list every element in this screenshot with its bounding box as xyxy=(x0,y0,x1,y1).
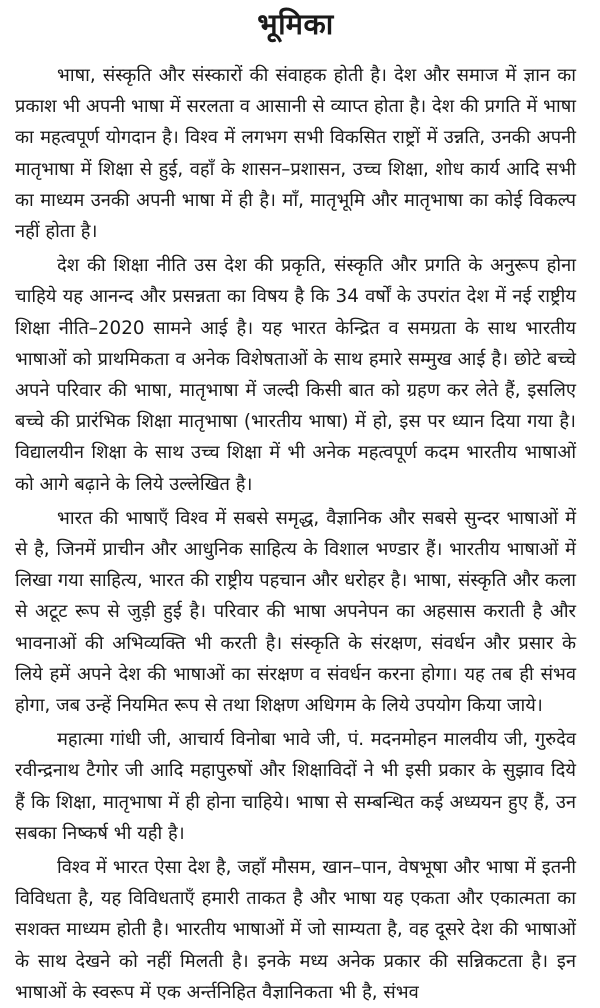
paragraph-education-policy: देश की शिक्षा नीति उस देश की प्रकृति, संस्कृति और प्रगति के अनुरूप होना चाहिये यह आनन्द और प्रसन्नता का विषय है कि 34 वर्षों के उपरांत देश में नई राष्ट्रीय शिक्षा नीति–2020 सामने आई है। यह भारत केन्द्रित व समग्रता के साथ भारतीय भाषाओं को प्राथमिकता व अनेक विशेषताओं के साथ हमारे सम्मुख आई है। छोटे बच्चे अपने परिवार की भाषा, मातृभाषा में जल्दी किसी बात को ग्रहण कर लेते हैं, इसलिए बच्चे की प्रारंभिक शिक्षा मातृभाषा (भारतीय भाषा) में हो, इस पर ध्यान दिया गया है। विद्यालयीन शिक्षा के साथ उच्च शिक्षा में भी अनेक महत्वपूर्ण कदम भारतीय भाषाओं को आगे बढ़ाने के लिये उल्लेखित है। xyxy=(15,255,576,495)
paragraph-language-culture: भाषा, संस्कृति और संस्कारों की संवाहक होती है। देश और समाज में ज्ञान का प्रकाश भी अपनी भाषा में सरलता व आसानी से व्याप्त होता है। देश की प्रगति में भाषा का महत्वपूर्ण योगदान है। विश्व में लगभग सभी विकसित राष्ट्रों में उन्नति, उनकी अपनी मातृभाषा में शिक्षा से हुई, वहाँ के शासन–प्रशासन, उच्च शिक्षा, शोध कार्य आदि सभी का माध्यम उनकी अपनी भाषा में ही है। माँ, मातृभूमि और मातृभाषा का कोई विकल्प नहीं होता है। xyxy=(15,65,576,243)
paragraph-diversity: विश्व में भारत ऐसा देश है, जहाँ मौसम, खान–पान, वेषभूषा और भाषा में इतनी विविधता है, यह विविधताएँ हमारी ताकत है और भाषा यह एकता और एकात्मता का सशक्त माध्यम होती है। भारतीय भाषाओं में जो साम्यता है, वह दूसरे देश की भाषाओं के साथ देखने को नहीं मिलती है। इनके मध्य अनेक प्रकार की सन्निकटता है। इन भाषाओं के स्वरूप में एक अर्न्तनिहित वैज्ञानिकता भी है, संभव xyxy=(15,857,576,1003)
paragraph-indian-languages: भारत की भाषाएँ विश्व में सबसे समृद्ध, वैज्ञानिक और सबसे सुन्दर भाषाओं में से है, जिनमें प्राचीन और आधुनिक साहित्य के विशाल भण्डार हैं। भारतीय भाषाओं में लिखा गया साहित्य, भारत की राष्ट्रीय पहचान और धरोहर है। भाषा, संस्कृति और कला से अटूट रूप से जुड़ी हुई है। परिवार की भाषा अपनेपन का अहसास कराती है और भावनाओं की अभिव्यक्ति भी करती है। संस्कृति के संरक्षण, संवर्धन और प्रसार के लिये हमें अपने देश की भाषाओं का संरक्षण व संवर्धन करना होगा। यह तब ही संभव होगा, जब उन्हें नियमित रूप से तथा शिक्षण अधिगम के लिये उपयोग किया जाये। xyxy=(15,507,576,717)
paragraph-great-personalities: महात्मा गांधी जी, आचार्य विनोबा भावे जी, पं. मदनमोहन मालवीय जी, गुरुदेव रवीन्द्रनाथ टैगोर जी आदि महापुरुषों और शिक्षाविदों ने भी इसी प्रकार के सुझाव दिये हैं कि शिक्षा, मातृभाषा में ही होना चाहिये। भाषा से सम्बन्धित कई अध्ययन हुए हैं, उन सबका निष्कर्ष भी यही है। xyxy=(15,729,576,844)
page-title: भूमिका xyxy=(257,7,334,41)
